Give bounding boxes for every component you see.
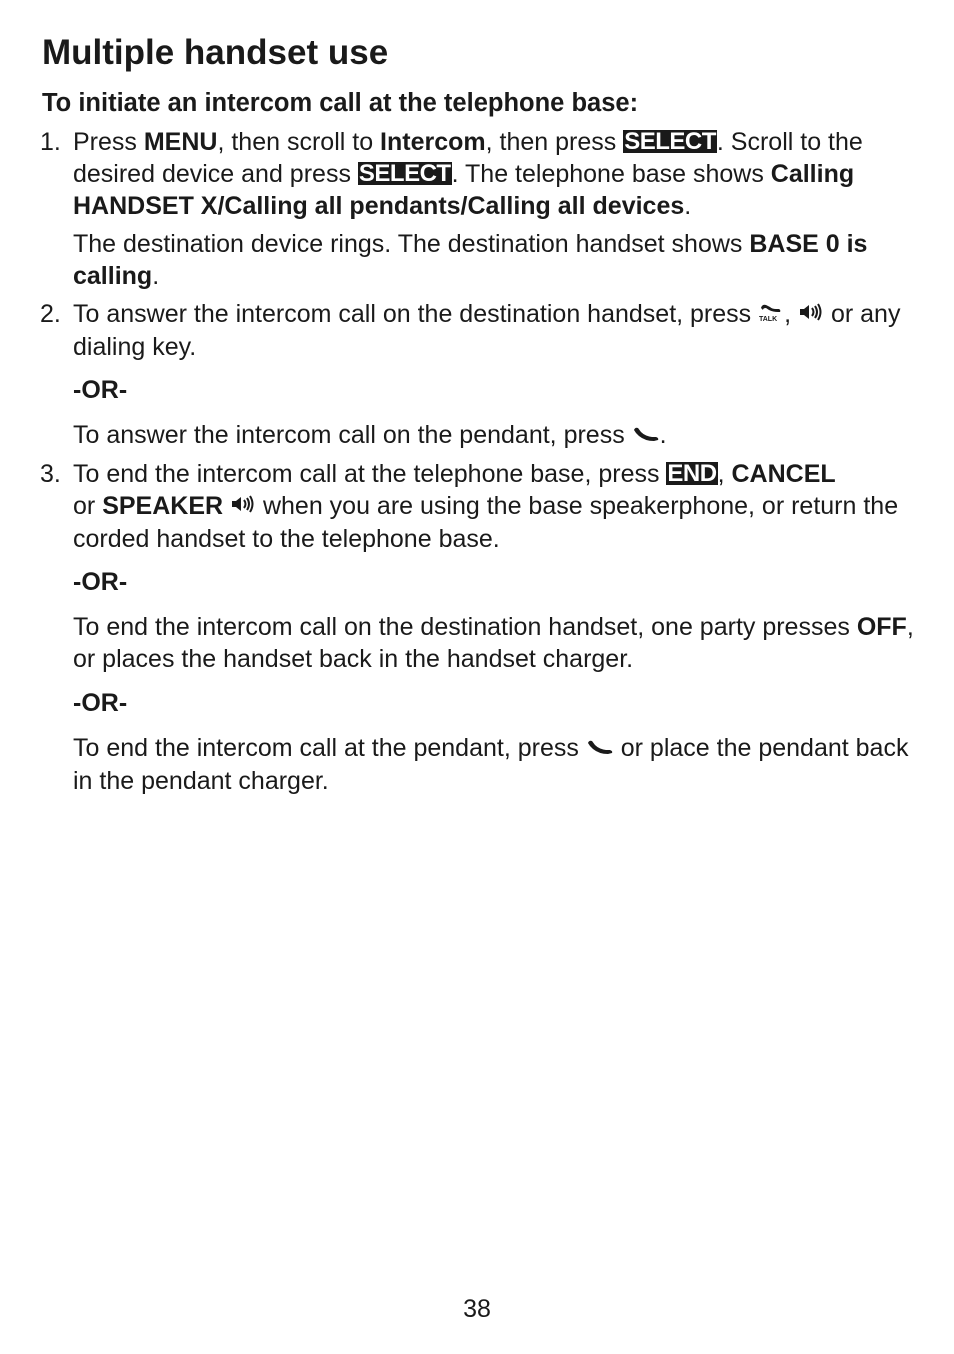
page-title: Multiple handset use xyxy=(42,33,389,72)
step-1-destination-text xyxy=(73,228,923,292)
section-heading: To initiate an intercom call at the telephone base: xyxy=(42,89,639,117)
step-3-handset-text xyxy=(73,611,923,675)
step-2-text xyxy=(73,298,923,363)
menu-key-label: MENU xyxy=(143,128,218,156)
text: or any dialing key. xyxy=(73,300,901,362)
text: , then scroll to xyxy=(217,128,381,156)
text: . xyxy=(684,192,692,220)
text: , xyxy=(717,460,732,488)
text: To end the intercom call on the destination handset, one party presses xyxy=(73,613,857,641)
talk-phone-icon xyxy=(758,299,784,331)
or-separator: -OR- xyxy=(73,568,128,596)
cancel-key-label: CANCEL xyxy=(731,460,836,488)
select-key: SELECT xyxy=(624,128,716,155)
text: The destination device rings. The destination handset shows xyxy=(73,230,750,258)
select-key: SELECT xyxy=(358,160,451,187)
base-calling-display-text: BASE 0 is calling xyxy=(73,230,868,290)
step-3-number: 3. xyxy=(40,460,61,488)
text: . xyxy=(659,421,667,449)
phone-handset-icon xyxy=(586,733,614,765)
text: To answer the intercom call on the destination handset, press xyxy=(73,300,759,328)
text: . Scroll to the desired device and press xyxy=(73,128,863,188)
text: Press xyxy=(73,128,144,156)
text: when you are using the base speakerphone, or return the corded handset to the telephone base. xyxy=(73,492,899,554)
text: , then press xyxy=(485,128,624,156)
phone-handset-icon xyxy=(632,420,660,452)
or-separator: -OR- xyxy=(73,376,128,404)
text: . The telephone base shows xyxy=(451,160,771,188)
text: To end the intercom call at the pendant, press xyxy=(73,734,586,762)
off-key-label: OFF xyxy=(856,613,907,641)
talk-label: TALK xyxy=(759,316,778,324)
text: To answer the intercom call on the pendant, press xyxy=(73,421,632,449)
text: or xyxy=(73,492,103,520)
text: , or places the handset back in the handset charger. xyxy=(73,613,914,673)
text: , xyxy=(784,300,799,328)
speaker-key-label: SPEAKER xyxy=(102,492,224,520)
step-1-text xyxy=(73,126,923,222)
step-2-number: 2. xyxy=(40,300,61,328)
text: . xyxy=(152,262,160,290)
step-3-text xyxy=(73,458,923,555)
step-1-number: 1. xyxy=(40,128,61,156)
step-2-pendant-text xyxy=(73,419,923,452)
page-number: 38 xyxy=(463,1295,491,1323)
speaker-icon xyxy=(230,491,256,523)
text: To end the intercom call at the telephone base, press xyxy=(73,460,667,488)
intercom-menu-label: Intercom xyxy=(380,128,486,156)
speaker-icon xyxy=(798,299,824,331)
step-3-pendant-text xyxy=(73,732,923,797)
end-key: END xyxy=(667,460,717,487)
calling-display-text: Calling HANDSET X/Calling all pendants/Calling all devices xyxy=(73,160,855,220)
or-separator: -OR- xyxy=(73,689,128,717)
text: or place the pendant back in the pendant charger. xyxy=(73,734,909,796)
